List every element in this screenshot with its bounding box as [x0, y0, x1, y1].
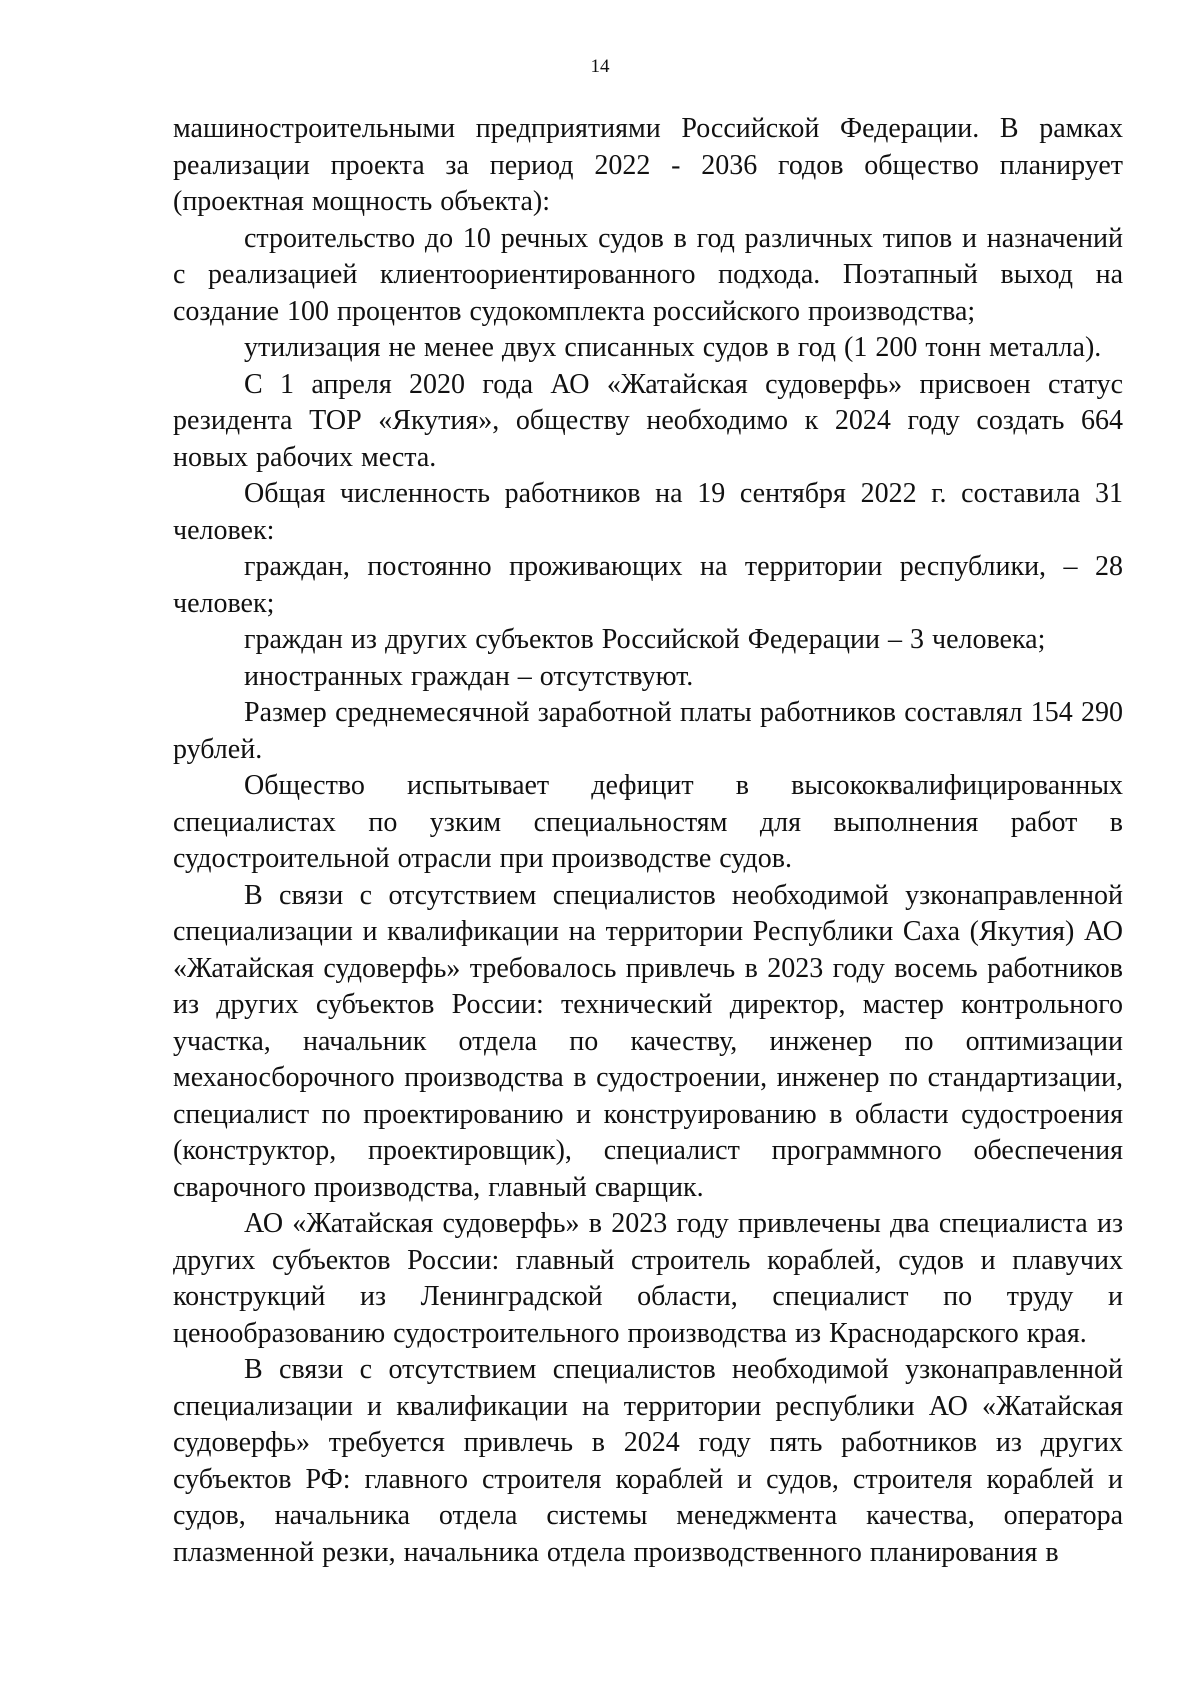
paragraph-local-citizens: граждан, постоянно проживающих на территории республики, – 28 человек;: [173, 551, 1123, 619]
paragraph-headcount: Общая численность работников на 19 сентября 2022 г. составила 31 человек:: [173, 478, 1123, 546]
paragraph-hiring-2023-result: АО «Жатайская судоверфь» в 2023 году привлечены два специалиста из других субъектов России: главный строитель кораблей, судов и плавучих конструкций из Ленинградской области, специалист по труду и ценообразованию судостроительного производства из Краснодарского края.: [173, 1208, 1123, 1349]
page-number: 14: [590, 56, 610, 77]
paragraph-other-regions: граждан из других субъектов Российской Федерации – 3 человека;: [244, 624, 1046, 655]
paragraph-construction-plan: строительство до 10 речных судов в год различных типов и назначений с реализацией клиентоориентированного подхода. Поэтапный выход на создание 100 процентов судокомплекта российского производства;: [173, 222, 1123, 327]
paragraph-average-salary: Размер среднемесячной заработной платы работников составлял 154 290 рублей.: [173, 697, 1123, 765]
document-body: [173, 111, 1123, 1571]
paragraph-continuation: машиностроительными предприятиями Российской Федерации. В рамках реализации проекта за период 2022 - 2036 годов общество планирует (проектная мощность объекта):: [173, 113, 1123, 217]
paragraph-hiring-2023-need: В связи с отсутствием специалистов необходимой узконаправленной специализации и квалификации на территории Республики Саха (Якутия) АО «Жатайская судоверфь» требовалось привлечь в 2023 году восемь работников из других субъектов России: технический директор, мастер контрольного участка, начальник отдела по качеству, инженер по оптимизации механосборочного производства в судостроении, инженер по стандартизации, специалист по проектированию и конструированию в области судостроения (конструктор, проектировщик), специалист программного обеспечения сварочного производства, главный сварщик.: [173, 879, 1123, 1203]
paragraph-hiring-2024-need: В связи с отсутствием специалистов необходимой узконаправленной специализации и квалификации на территории республики АО «Жатайская судоверфь» требуется привлечь в 2024 году пять работников из других субъектов РФ: главного строителя кораблей и судов, строителя кораблей и судов, начальника отдела системы менеджмента качества, оператора плазменной резки, начальника отдела производственного планирования в: [173, 1354, 1123, 1568]
paragraph-foreign-citizens: иностранных граждан – отсутствуют.: [244, 660, 694, 692]
paragraph-specialist-deficit: Общество испытывает дефицит в высококвалифицированных специалистах по узким специальностям для выполнения работ в судостроительной отрасли при производстве судов.: [173, 770, 1123, 874]
paragraph-resident-status: С 1 апреля 2020 года АО «Жатайская судоверфь» присвоен статус резидента ТОР «Якутия», обществу необходимо к 2024 году создать 664 новых рабочих места.: [173, 368, 1123, 473]
paragraph-recycling-plan: утилизация не менее двух списанных судов в год (1 200 тонн металла).: [244, 332, 1102, 363]
